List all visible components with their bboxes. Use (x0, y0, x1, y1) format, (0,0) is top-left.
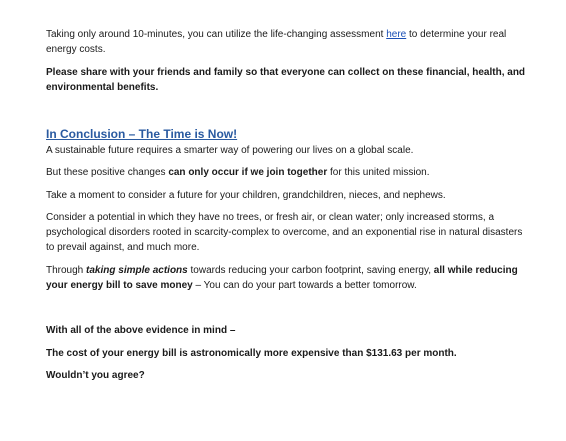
assessment-link[interactable]: here (386, 29, 407, 40)
closing-line-1-text: With all of the above evidence in mind – (46, 325, 236, 336)
p2-text-start: But these positive changes (46, 167, 169, 178)
p5-bolditalic-text: taking simple actions (86, 265, 188, 276)
conclusion-paragraph-2 (46, 165, 526, 180)
conclusion-paragraph-4: Consider a potential in which they have no trees, or fresh air, or clean water; only increased storms, a psychological disorders rooted in scarcity-complex to overcome, and an exponential rise in natural disasters to prevail against, and much more. (46, 212, 523, 253)
closing-line-1 (46, 323, 526, 338)
closing-line-3 (46, 368, 526, 383)
intro-text-start: Taking only around 10-minutes, you can utilize the life-changing assessment (46, 29, 387, 40)
p5-text-mid: towards reducing your carbon footprint, saving energy, (187, 265, 434, 276)
conclusion-paragraph-5 (46, 263, 526, 293)
p5-text-start: Through (46, 265, 87, 276)
p2-bold-text: can only occur if we join together (168, 167, 328, 178)
closing-line-3-text: Wouldn’t you agree? (46, 370, 145, 381)
conclusion-paragraph-3: Take a moment to consider a future for your children, grandchildren, nieces, and nephews. (46, 190, 446, 201)
intro-text-end: to determine your real energy costs. (46, 29, 507, 55)
closing-line-2 (46, 346, 526, 361)
share-text: Please share with your friends and family so that everyone can collect on these financial, health, and environmental benefits. (46, 67, 526, 93)
share-paragraph (46, 65, 526, 95)
p2-text-end: for this united mission. (327, 167, 430, 178)
conclusion-heading: In Conclusion – The Time is Now! (46, 127, 238, 141)
p5-text-end: – You can do your part towards a better tomorrow. (192, 280, 417, 291)
conclusion-paragraph-1: A sustainable future requires a smarter way of powering our lives on a global scale. (46, 145, 414, 156)
p5-bold-text: all while reducing your energy bill to save money (46, 265, 518, 291)
intro-paragraph (46, 27, 526, 57)
closing-line-2-text: The cost of your energy bill is astronomically more expensive than $131.63 per month. (46, 348, 457, 359)
